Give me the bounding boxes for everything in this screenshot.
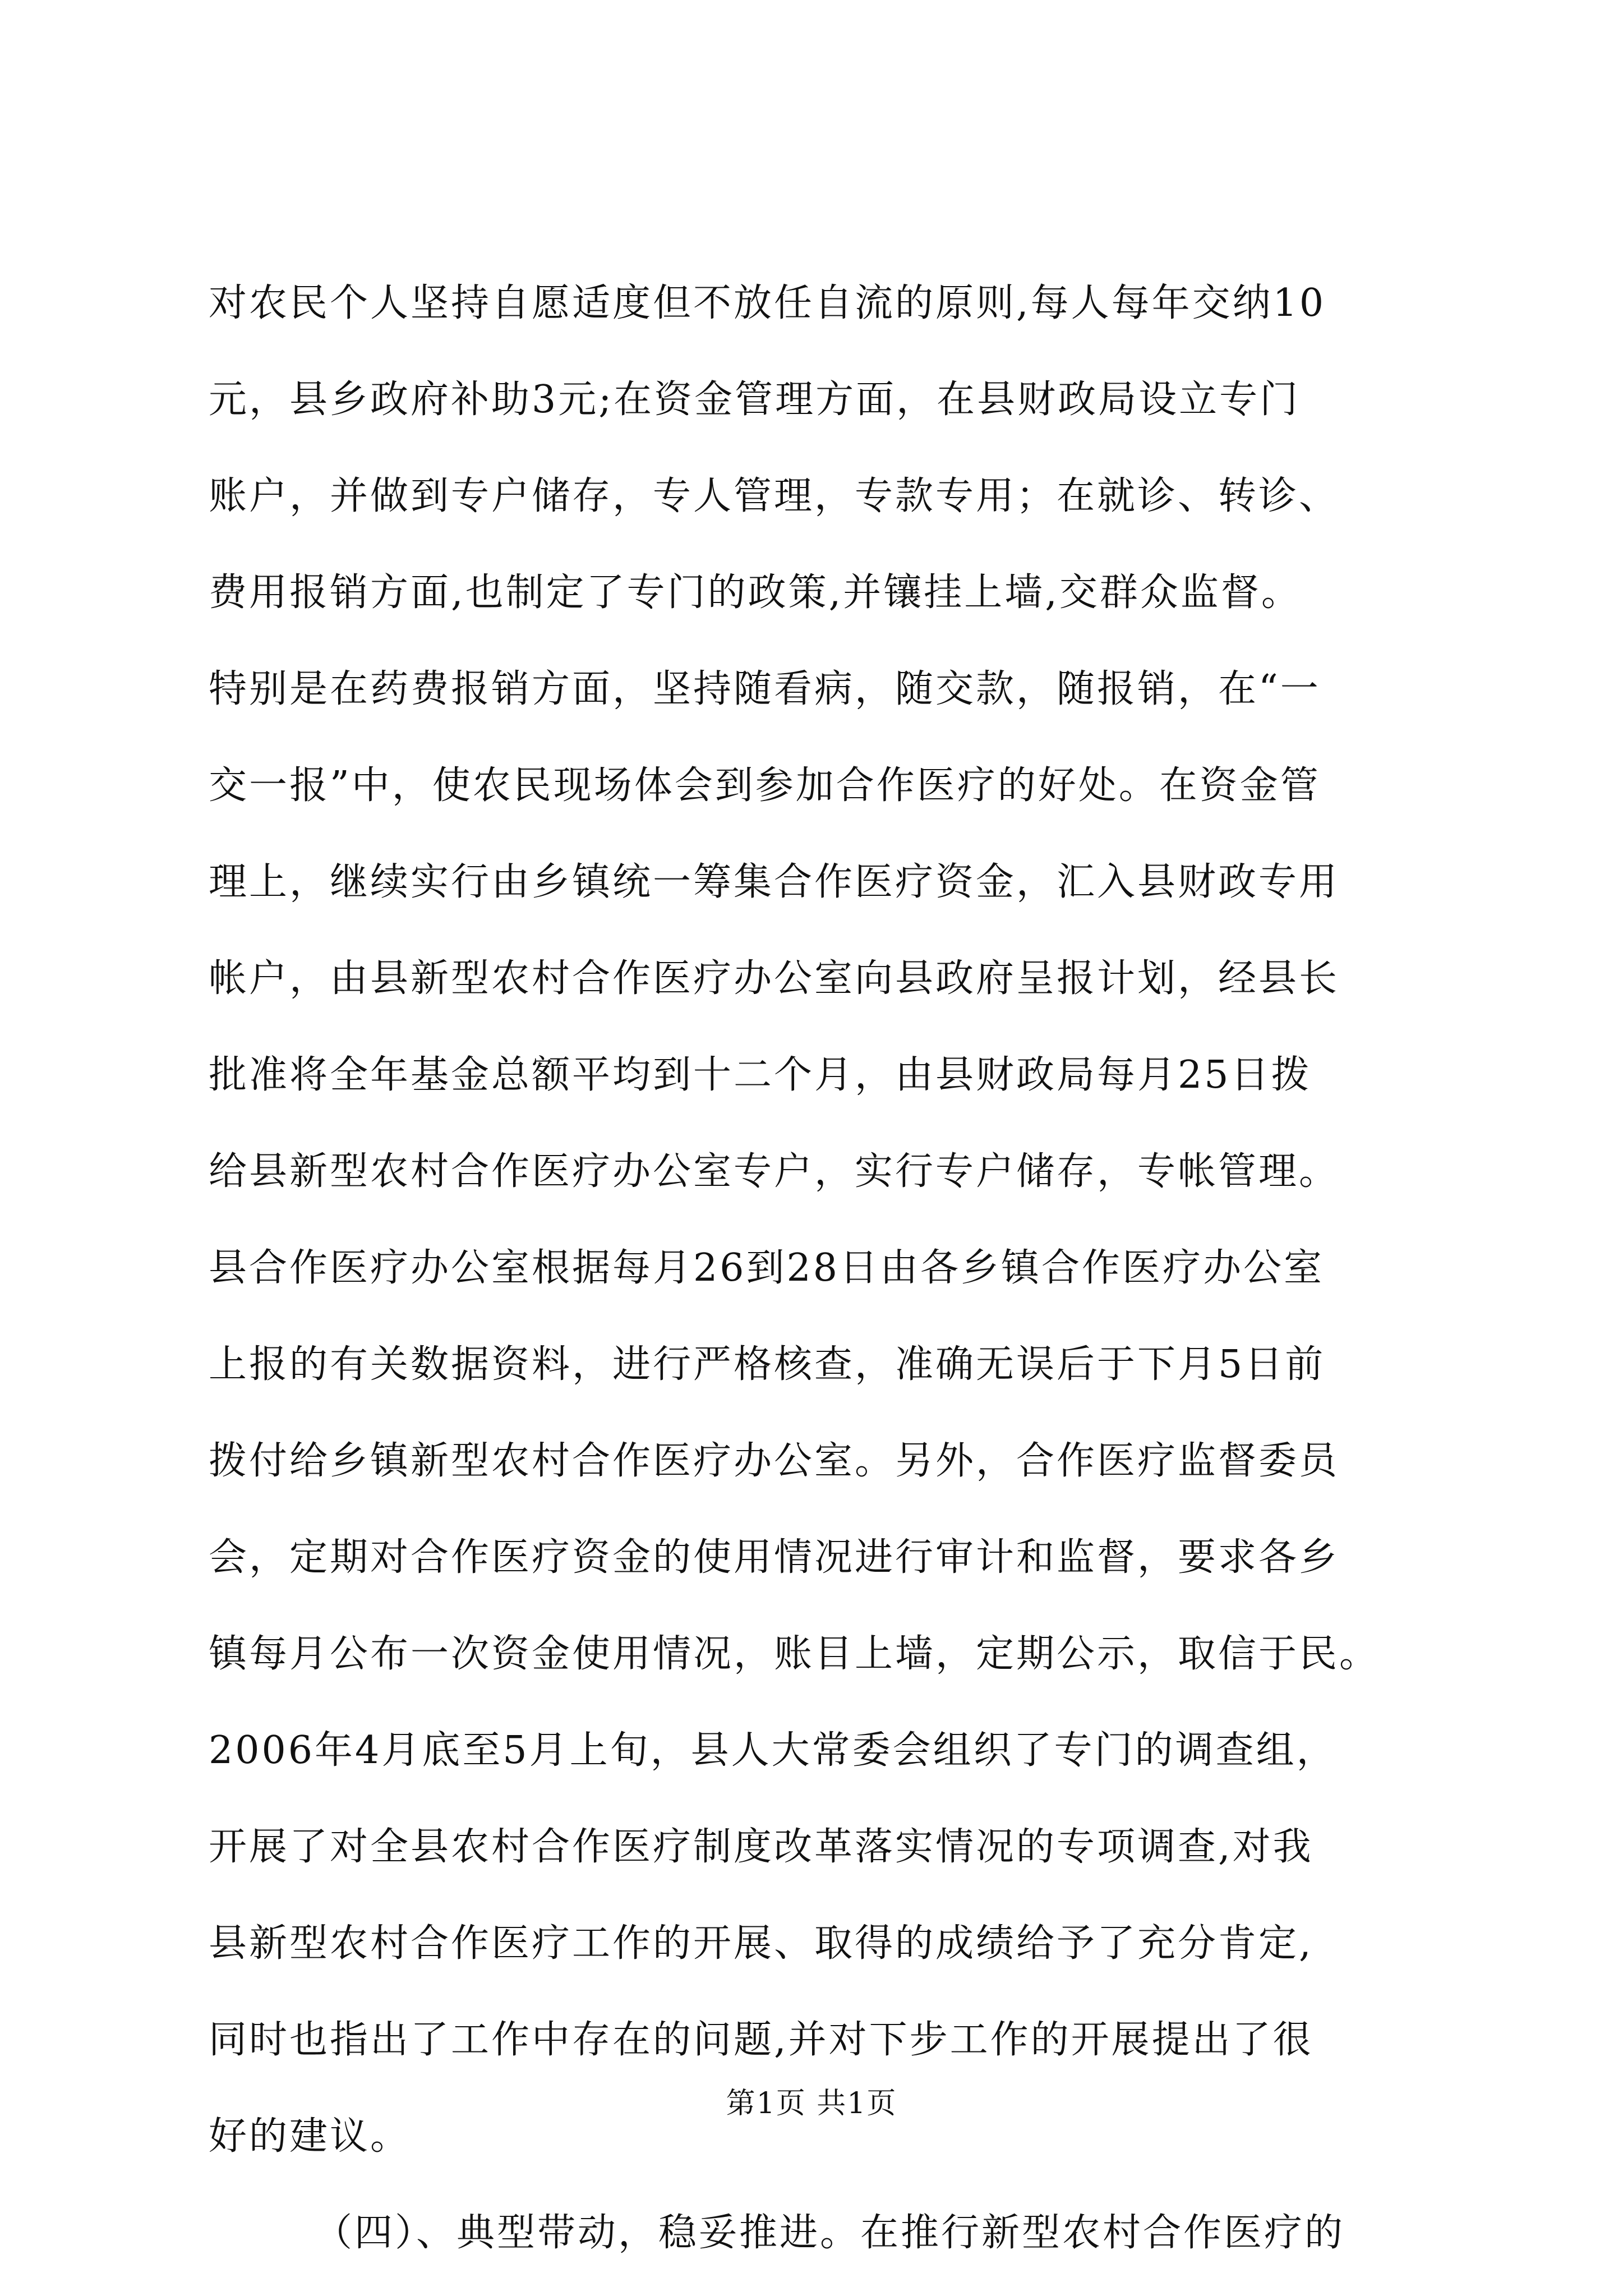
text-line: 县新型农村合作医疗工作的开展、取得的成绩给予了充分肯定,	[209, 1921, 1313, 1966]
text-line: 2006年4月底至5月上旬，县人大常委会组织了专门的调查组，	[209, 1728, 1337, 1773]
text-line: 对农民个人坚持自愿适度但不放任自流的原则,每人每年交纳10	[209, 281, 1326, 325]
text-line: 县合作医疗办公室根据每月26到28日由各乡镇合作医疗办公室	[209, 1246, 1325, 1290]
text-line: 镇每月公布一次资金使用情况，账目上墙，定期公示，取信于民。	[209, 1632, 1380, 1676]
text-line: 理上，继续实行由乡镇统一筹集合作医疗资金，汇入县财政专用	[209, 860, 1340, 904]
text-line: 交一报”中，使农民现场体会到参加合作医疗的好处。在资金管	[209, 763, 1321, 808]
text-line: 拨付给乡镇新型农村合作医疗办公室。另外，合作医疗监督委员	[209, 1439, 1340, 1483]
text-line: 会，定期对合作医疗资金的使用情况进行审计和监督，要求各乡	[209, 1535, 1340, 1580]
text-line: 账户，并做到专户储存，专人管理，专款专用；在就诊、转诊、	[209, 474, 1340, 518]
text-line: 同时也指出了工作中存在的问题,并对下步工作的开展提出了很	[209, 2018, 1313, 2062]
text-line: 给县新型农村合作医疗办公室专户，实行专户储存，专帐管理。	[209, 1149, 1340, 1194]
text-line: 费用报销方面,也制定了专门的政策,并镶挂上墙,交群众监督。	[209, 570, 1302, 615]
section-heading-line: （四）、典型带动，稳妥推进。在推行新型农村合作医疗的	[314, 2211, 1345, 2255]
text-line: 批准将全年基金总额平均到十二个月，由县财政局每月25日拨	[209, 1053, 1312, 1097]
text-line: 开展了对全县农村合作医疗制度改革落实情况的专项调查,对我	[209, 1825, 1313, 1869]
text-line: 特别是在药费报销方面，坚持随看病，随交款，随报销，在“一	[209, 667, 1321, 711]
document-body	[209, 255, 1409, 2281]
text-line: 上报的有关数据资料，进行严格核查，准确无误后于下月5日前	[209, 1342, 1326, 1387]
text-line: 好的建议。	[209, 2114, 411, 2159]
text-line: 元，县乡政府补助3元;在资金管理方面，在县财政局设立专门	[209, 378, 1301, 422]
page-footer: 第1页 共1页	[726, 2087, 897, 2120]
text-line: 帐户，由县新型农村合作医疗办公室向县政府呈报计划，经县长	[209, 956, 1340, 1001]
